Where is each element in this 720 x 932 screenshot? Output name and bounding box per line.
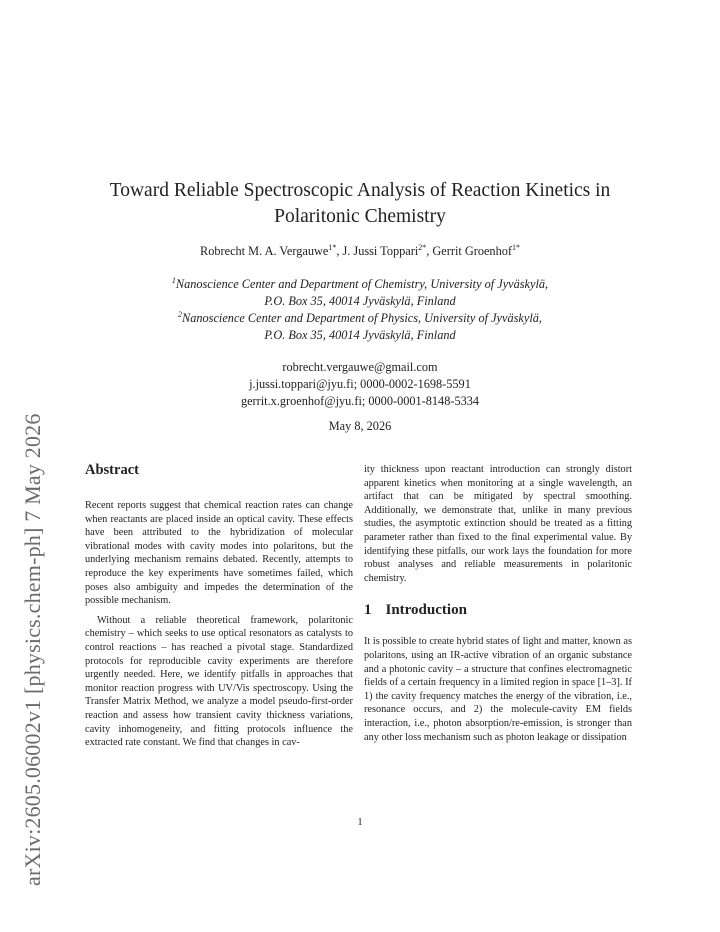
publication-date: May 8, 2026: [328, 419, 392, 433]
author-1-affil: 1*: [328, 242, 337, 252]
introduction-paragraph-1: It is possible to create hybrid states of light and matter, known as polaritons, using an IR-active vibration of an organic substance and a photonic cavity – a structure that confines electromagnetic fields of a certain frequency in a limited region in space [1–3]. If 1) the cavity frequency matches the energy of the vibration, i.e., resonance occurs, and 2) the molecule-cavity EM fields interaction, i.e., photon absorption/re-emission, is stronger than any other loss mechanism such as photon leakage or dissipation: [364, 636, 632, 743]
affiliation-1-marker: 1: [171, 275, 176, 285]
affiliation-1-text: Nanoscience Center and Department of Chemistry, University of Jyväskylä,: [175, 277, 549, 291]
author-1-name: Robrecht M. A. Vergauwe: [200, 244, 329, 258]
abstract-paragraph-2-continued: ity thickness upon reactant introduction can strongly distort apparent kinetics when monitoring at a single wavelength, an artifact that can be mitigated by spectral smoothing. Additionally, we demonstrate that, unlike in many previous studies, the asymptotic extinction should be treated as a fitting parameter rather than fixed to the final experimental value. By identifying these pitfalls, our work lays the foundation for more robust analyses and reliable measurements in polaritonic chemistry.: [364, 464, 632, 584]
right-column: [364, 463, 632, 744]
section-number: 1: [364, 602, 372, 619]
affiliation-2-marker: 2: [178, 309, 183, 319]
title-line-2: Polaritonic Chemistry: [274, 206, 446, 227]
left-column: [85, 461, 353, 750]
title-line-1: Toward Reliable Spectroscopic Analysis of Reaction Kinetics in: [109, 180, 611, 201]
section-title: Introduction: [385, 602, 467, 619]
introduction-heading: [364, 601, 632, 619]
author-3-affil: 1*: [511, 242, 520, 252]
email-1[interactable]: robrecht.vergauwe@gmail.com: [282, 360, 438, 374]
abstract-paragraph-1: Recent reports suggest that chemical reaction rates can change when reactants are placed inside an optical cavity. These effects have been attributed to the hybridization of molecular vibrational modes with cavity modes into polaritons, but the underlying mechanism remains debated. Recently, attempts to reproduce the key experiments have sometimes failed, which poses also ambiguity and impedes the determination of the possible mechanism.: [85, 500, 353, 607]
affiliation-2-line-2: P.O. Box 35, 40014 Jyväskylä, Finland: [264, 328, 456, 342]
page-number: 1: [357, 817, 363, 828]
arxiv-sidebar: [8, 200, 48, 886]
paper-title: [90, 178, 630, 230]
affiliation-2-text: Nanoscience Center and Department of Physics, University of Jyväskylä,: [182, 311, 542, 325]
contact-emails: [90, 359, 630, 410]
author-2-name: , J. Jussi Toppari: [336, 244, 419, 258]
affiliation-2-line-1: [90, 310, 630, 327]
author-3-name: , Gerrit Groenhof: [426, 244, 512, 258]
arxiv-identifier[interactable]: arXiv:2605.06002v1 [physics.chem-ph] 7 May 2026: [20, 413, 45, 886]
affiliation-1-line-2: P.O. Box 35, 40014 Jyväskylä, Finland: [264, 294, 456, 308]
author-2-affil: 2*: [418, 242, 427, 252]
abstract-heading: Abstract: [85, 462, 139, 478]
affiliations: [90, 276, 630, 344]
author-list: [90, 244, 630, 259]
email-3[interactable]: gerrit.x.groenhof@jyu.fi; 0000-0001-8148-5334: [240, 394, 480, 408]
abstract-paragraph-2-start: Without a reliable theoretical framework, polaritonic chemistry – which seeks to use optical resonators as catalysts to control reactions – has reached a pivotal stage. Standardized protocols for reproducible cavity experiments are therefore urgently needed. Here, we identify pitfalls in approaches that monitor reaction progress with UV/Vis spectroscopy. Using the Transfer Matrix Method, we analyze a model pseudo-first-order reaction and assess how transient cavity thickness variations, cavity inhomogeneity, and fitting protocols influence the extracted rate constant. We find that changes in cav-: [85, 614, 353, 749]
email-2[interactable]: j.jussi.toppari@jyu.fi; 0000-0002-1698-5591: [249, 377, 471, 391]
affiliation-1-line-1: [90, 276, 630, 293]
